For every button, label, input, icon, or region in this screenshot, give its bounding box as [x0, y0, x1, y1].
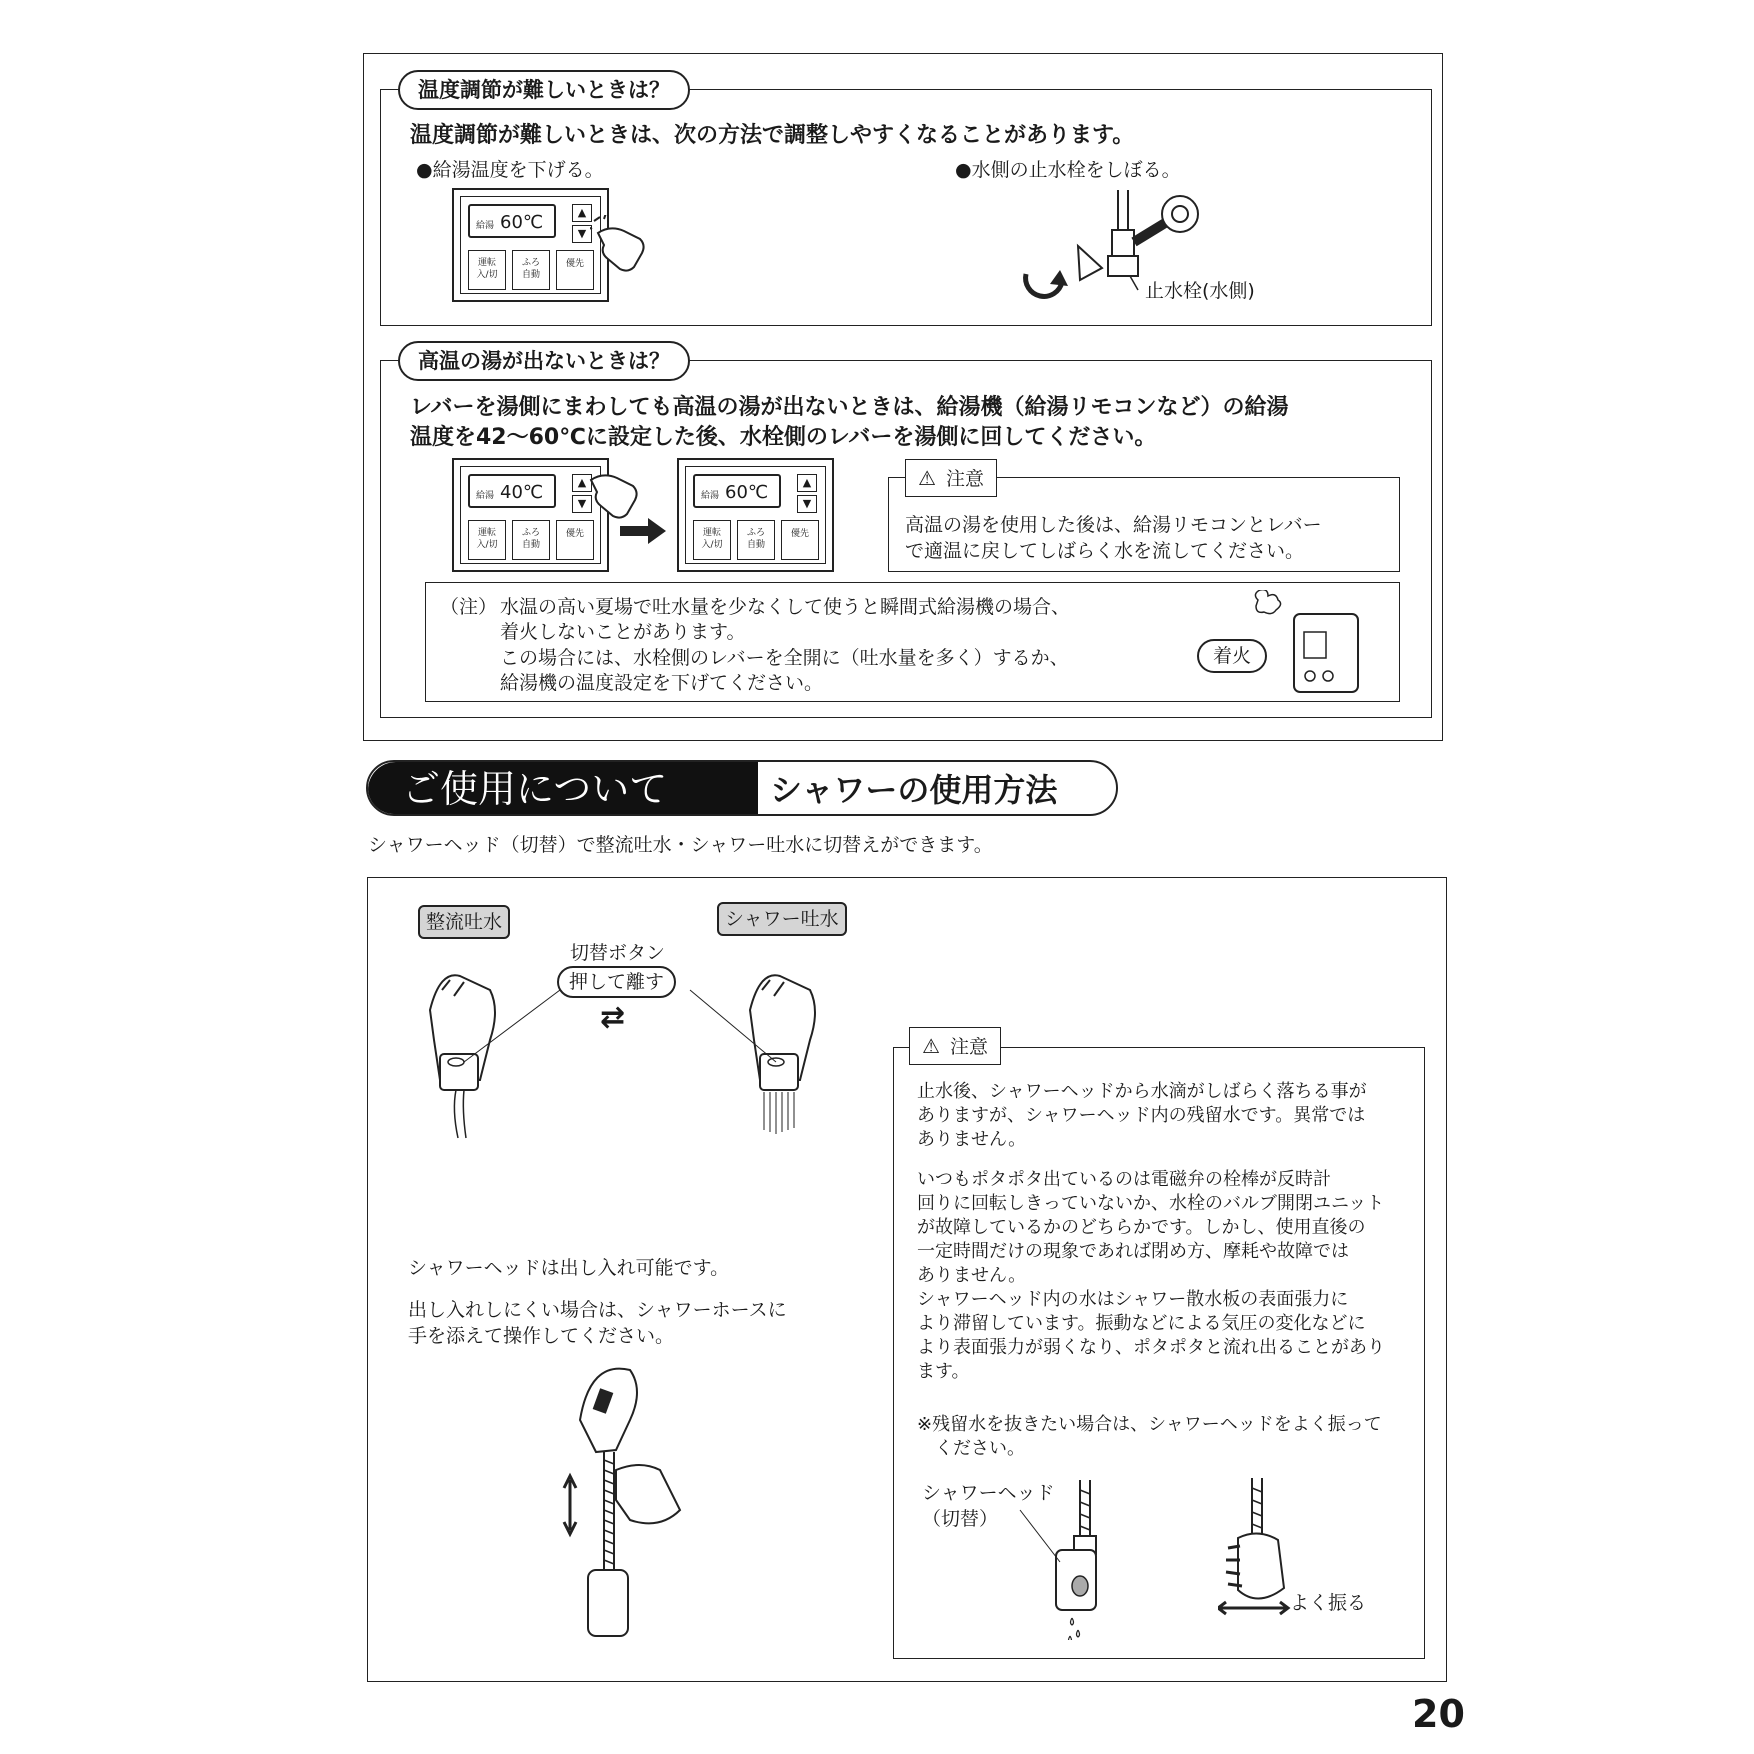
pullout-text2: 出し入れしにくい場合は、シャワーホースに [408, 1299, 787, 1321]
shower-head-label1: シャワーヘッド [922, 1482, 1055, 1504]
usage-heading-light: シャワーの使用方法 [770, 771, 1058, 809]
section2-lead2: 温度を42～60℃に設定した後、水栓側のレバーを湯側に回してください。 [410, 425, 1157, 450]
caution-line2: で適温に戻してしばらく水を流してください。 [905, 540, 1305, 562]
priority-button[interactable]: 優先 [556, 520, 594, 560]
caution-paragraph-2: いつもポタポタ出ているのは電磁弁の栓棒が反時計 回りに回転しきっていないか、水栓のバルブ開閉ユニット が故障しているかのどちらかです。しかし、使用直後の 一定時間だけの現象であれば閉め方、摩耗や故障では ありません。 シャワーヘッド内の水はシャワー散水板の表面張力に より滞留しています。振動などによる気圧の変化などに より表面張力が弱くなり、ポタポタと流れ出ることがあり ます。 [917, 1169, 1385, 1382]
caution-line1: 高温の湯を使用した後は、給湯リモコンとレバー [905, 514, 1322, 536]
hand-press-icon [583, 462, 643, 522]
shower-head-drip-icon [1010, 1480, 1110, 1640]
section1-bullet-left: ●給湯温度を下げる。 [416, 159, 604, 181]
usage-caution-tab: ⚠ 注意 [909, 1027, 1001, 1065]
faucet-straight-icon [420, 970, 600, 1140]
remote-controller [452, 188, 609, 302]
remote-display: 給湯 60℃ [468, 204, 556, 238]
up-arrow-button[interactable]: ▲ [797, 474, 817, 492]
caution-paragraph-1: 止水後、シャワーヘッドから水滴がしばらく落ちる事が ありますが、シャワーヘッド内の残留水です。異常では ありません。 [917, 1081, 1367, 1150]
shake-shower-head-icon [1218, 1478, 1298, 1618]
priority-button[interactable]: 優先 [781, 520, 819, 560]
power-button[interactable]: 運転 入/切 [468, 250, 506, 290]
shake-label: よく振る [1290, 1592, 1367, 1614]
water-heater-icon [1248, 590, 1368, 695]
remote-before-display: 給湯 40℃ [468, 474, 556, 508]
section2-lead1: レバーを湯側にまわしても高温の湯が出ないときは、給湯機（給湯リモコンなど）の給湯 [410, 395, 1289, 420]
caution-paragraph-3: ※残留水を抜きたい場合は、シャワーヘッドをよく振って ください。 [917, 1414, 1382, 1459]
note-prefix: （注） [440, 596, 498, 618]
usage-heading-dark: ご使用について [402, 767, 668, 811]
right-arrow-icon [618, 516, 668, 546]
section1-bullet-right: ●水側の止水栓をしぼる。 [955, 159, 1181, 181]
pullout-text1: シャワーヘッドは出し入れ可能です。 [408, 1257, 730, 1279]
ignition-label: 着火 [1197, 639, 1267, 673]
up-arrow-button[interactable]: ▲ [572, 474, 592, 492]
bath-auto-button[interactable]: ふろ 自動 [512, 520, 550, 560]
usage-intro: シャワーヘッド（切替）で整流吐水・シャワー吐水に切替えができます。 [368, 834, 993, 856]
down-arrow-button[interactable]: ▼ [572, 495, 592, 513]
remote-after-display: 給湯 60℃ [693, 474, 781, 508]
down-arrow-button[interactable]: ▼ [797, 495, 817, 513]
shower-head-label2: （切替） [922, 1508, 999, 1530]
shower-hose-pullout-icon [560, 1360, 710, 1640]
caution-tab: ⚠ 注意 [905, 459, 997, 497]
power-button[interactable]: 運転 入/切 [468, 520, 506, 560]
warning-icon: ⚠ [922, 1034, 940, 1058]
page-number: 20 [1412, 1692, 1465, 1736]
section1-lead: 温度調節が難しいときは、次の方法で調整しやすくなることがあります。 [410, 123, 1135, 148]
down-arrow-button[interactable]: ▼ [572, 225, 592, 243]
warning-icon: ⚠ [918, 466, 936, 490]
tag-straight: 整流吐水 [418, 905, 510, 939]
valve-label: 止水栓(水側) [1145, 280, 1255, 302]
switch-label: 切替ボタン [570, 942, 666, 964]
usage-heading [366, 760, 1118, 816]
section2-title: 高温の湯が出ないときは？ [398, 341, 690, 381]
power-button[interactable]: 運転 入/切 [693, 520, 731, 560]
remote-after [677, 458, 834, 572]
section1-title: 温度調節が難しいときは？ [398, 70, 690, 110]
note-line3: この場合には、水栓側のレバーを全開に（吐水量を多く）するか、 [500, 647, 1069, 669]
switch-action: 押して離す [557, 966, 676, 998]
pullout-text3: 手を添えて操作してください。 [408, 1325, 675, 1347]
tag-shower: シャワー吐水 [717, 902, 847, 936]
up-arrow-button[interactable]: ▲ [572, 204, 592, 222]
note-line2: 着火しないことがあります。 [500, 621, 746, 643]
bath-auto-button[interactable]: ふろ 自動 [737, 520, 775, 560]
bath-auto-button[interactable]: ふろ 自動 [512, 250, 550, 290]
switch-arrows-icon: ⇄ [600, 1000, 626, 1035]
note-line4: 給湯機の温度設定を下げてください。 [500, 672, 824, 694]
hand-press-icon [590, 215, 650, 275]
priority-button[interactable]: 優先 [556, 250, 594, 290]
faucet-shower-icon [680, 970, 840, 1140]
note-line1: 水温の高い夏場で吐水量を少なくして使うと瞬間式給湯機の場合、 [500, 596, 1071, 618]
